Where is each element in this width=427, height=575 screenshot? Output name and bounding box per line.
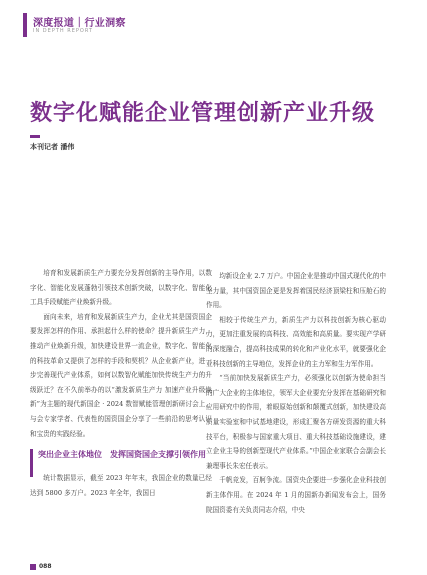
page-footer: [30, 556, 52, 575]
paragraph: 千帆竞发，百舸争流。国资央企要进一步强化企业科技创新主体作用。在 2024 年 1 月的国新办新闻发布会上，国务院国资委有关负责同志介绍，中央: [206, 476, 386, 514]
subheading: [30, 447, 212, 461]
section-title: 深度报道｜行业洞察: [33, 18, 126, 29]
right-column: [206, 269, 386, 517]
subheading-text: 突出企业主体地位 发挥国资国企支撑引领作用: [38, 449, 206, 460]
paragraph: 相较于传统生产力，新质生产力以科技创新为核心驱动力，更加注重发展的高科技、高效能和高质量。要实现产学研的深度融合，提高科技成果的转化和产业化水平，就要强化企业科技创新的主导地位，发挥企业的主力军和生力军作用。: [206, 315, 386, 368]
section-subtitle: IN DEPTH REPORT: [33, 28, 93, 34]
paragraph: “当前加快发展新质生产力，必须强化以创新为使命担当的广大企业的主体地位，领军大企业要充分发挥在基础研究和应用研究中的作用，着眼原始创新和颠覆式创新，加快建设高质量实验室和中试基地建设，形成汇聚各方研发资源的重大科技平台，积极参与国家重大项目、重大科技基础设施建设，建立企业主导的创新型现代产业体系。”中国企业家联合会副会长兼理事长朱宏任表示。: [206, 374, 386, 470]
article-byline: 本刊记者 潘伟: [30, 143, 75, 151]
paragraph: 培育和发展新质生产力要充分发挥创新的主导作用，以数字化、智能化发展蓬勃引领技术创新突破，以数字化、智能化工具手段赋能产业焕新升级。: [30, 269, 212, 307]
title-rule: [30, 135, 40, 138]
paragraph: 统计数据显示，截至 2023 年年末，我国企业的数量已经达到 5800 多万户。2023 年全年，我国日: [30, 474, 212, 497]
paragraph: 面向未来，培育和发展新质生产力，企业尤其是国资国企要发挥怎样的作用、承担起什么样的使命？提升新质生产力，推动产业焕新升级，加快建设世界一流企业，数字化、智能化的科技革命又提供了怎样的手段和契机？从企业新产业，进一步完善现代产业体系，如何以数智化赋能加快传统生产力的升级跃迁？在不久前举办的以“激发新质生产力 加速产业升级焕新”为主题的现代新国企 · 2024 数智赋能管理创新研讨会上，与会专家学者、代表性的国资国企分享了一些前沿的思考认识和宝贵的实践经验。: [30, 312, 212, 438]
subheading-bar: [30, 449, 33, 477]
header-accent-bar: [23, 13, 27, 37]
page-number: 088: [39, 563, 52, 570]
paragraph: 均新设企业 2.7 万户。中国企业是推动中国式现代化的中坚力量，其中国资国企更是发挥着国民经济顶梁柱和压舱石的作用。: [206, 272, 386, 310]
footer-square: [30, 564, 36, 570]
article-title: 数字化赋能企业管理创新产业升级: [30, 100, 376, 126]
left-column: [30, 266, 212, 500]
